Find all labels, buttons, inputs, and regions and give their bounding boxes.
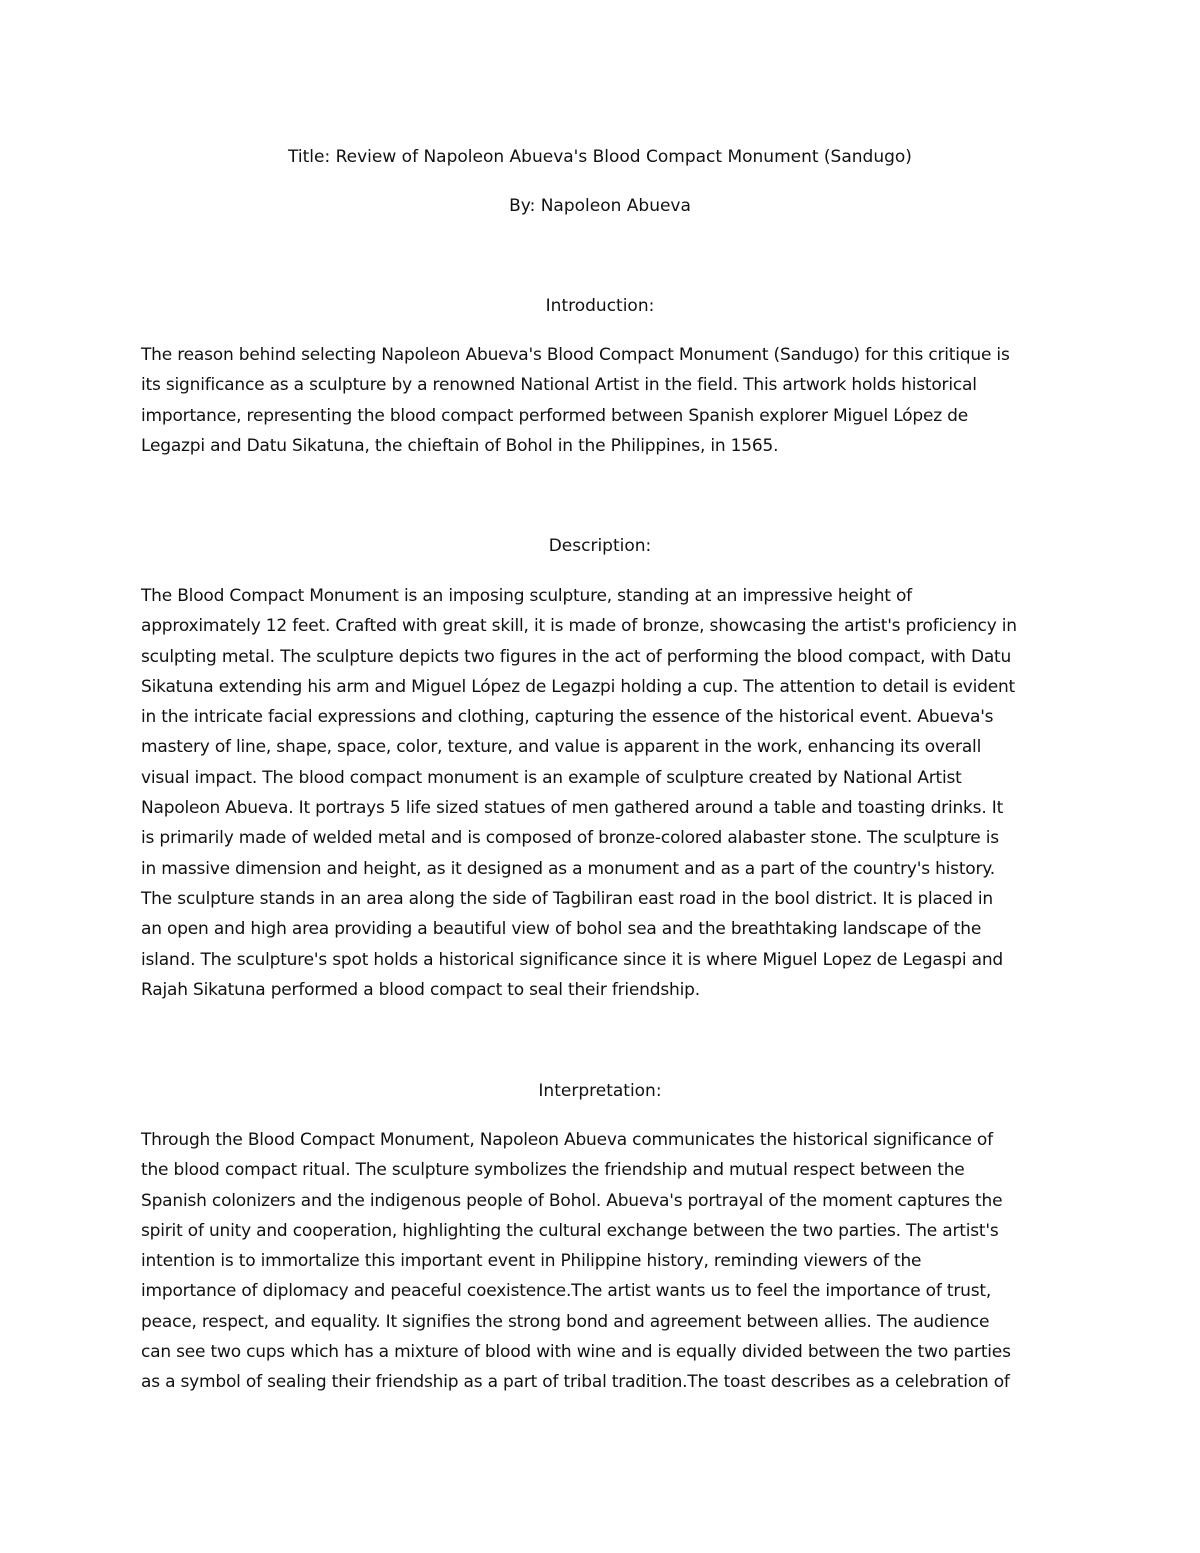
paragraph-line: can see two cups which has a mixture of blood with wine and is equally divided between the two parties bbox=[141, 1342, 1011, 1363]
section-heading-description: Description: bbox=[548, 536, 652, 556]
paragraph-line: Napoleon Abueva. It portrays 5 life sized statues of men gathered around a table and toasting drinks. It bbox=[141, 798, 1004, 819]
paragraph-line: Spanish colonizers and the indigenous people of Bohol. Abueva's portrayal of the moment captures the bbox=[141, 1190, 1003, 1211]
paragraph-line: mastery of line, shape, space, color, texture, and value is apparent in the work, enhancing its overall bbox=[141, 737, 982, 758]
paragraph-line: importance, representing the blood compact performed between Spanish explorer Miguel López de bbox=[141, 405, 968, 426]
paragraph-line: in massive dimension and height, as it designed as a monument and as a part of the country's history. bbox=[141, 858, 995, 879]
section-heading-introduction: Introduction: bbox=[545, 296, 655, 316]
paragraph-line: peace, respect, and equality. It signifies the strong bond and agreement between allies. The audience bbox=[141, 1311, 990, 1332]
paragraph-line: the blood compact ritual. The sculpture symbolizes the friendship and mutual respect between the bbox=[141, 1160, 965, 1181]
paragraph-line: Sikatuna extending his arm and Miguel López de Legazpi holding a cup. The attention to detail is evident bbox=[141, 676, 1016, 697]
paragraph-line: The sculpture stands in an area along the side of Tagbiliran east road in the bool district. It is placed in bbox=[141, 888, 993, 909]
paragraph-line: an open and high area providing a beautiful view of bohol sea and the breathtaking landscape of the bbox=[141, 919, 982, 940]
paragraph-line: sculpting metal. The sculpture depicts two figures in the act of performing the blood compact, with Datu bbox=[141, 646, 1012, 667]
document-title: Title: Review of Napoleon Abueva's Blood Compact Monument (Sandugo) bbox=[288, 147, 912, 167]
paragraph-line: its significance as a sculpture by a renowned National Artist in the field. This artwork holds historical bbox=[141, 375, 977, 396]
paragraph-line: Rajah Sikatuna performed a blood compact to seal their friendship. bbox=[141, 979, 700, 1000]
paragraph-line: spirit of unity and cooperation, highlighting the cultural exchange between the two parties. The artist's bbox=[141, 1220, 999, 1241]
paragraph-line: approximately 12 feet. Crafted with great skill, it is made of bronze, showcasing the artist's proficiency in bbox=[141, 616, 1017, 637]
introduction-paragraph bbox=[141, 340, 1071, 461]
description-paragraph bbox=[141, 581, 1071, 1005]
paragraph-line: is primarily made of welded metal and is composed of bronze-colored alabaster stone. The sculpture is bbox=[141, 828, 999, 849]
paragraph-line: Through the Blood Compact Monument, Napoleon Abueva communicates the historical significance of bbox=[141, 1130, 993, 1150]
document-byline: By: Napoleon Abueva bbox=[509, 196, 691, 216]
paragraph-line: Legazpi and Datu Sikatuna, the chieftain of Bohol in the Philippines, in 1565. bbox=[141, 435, 779, 456]
paragraph-line: island. The sculpture's spot holds a historical significance since it is where Miguel Lopez de Legaspi and bbox=[141, 949, 1003, 970]
paragraph-line: in the intricate facial expressions and clothing, capturing the essence of the historical event. Abueva's bbox=[141, 707, 994, 728]
paragraph-line: visual impact. The blood compact monument is an example of sculpture created by National Artist bbox=[141, 767, 962, 788]
section-heading-interpretation: Interpretation: bbox=[538, 1081, 662, 1101]
interpretation-paragraph bbox=[141, 1125, 1071, 1398]
paragraph-line: importance of diplomacy and peaceful coexistence.The artist wants us to feel the importance of trust, bbox=[141, 1281, 992, 1302]
paragraph-line: intention is to immortalize this important event in Philippine history, reminding viewers of the bbox=[141, 1251, 922, 1272]
paragraph-line: as a symbol of sealing their friendship as a part of tribal tradition.The toast describes as a celebration of bbox=[141, 1372, 1010, 1393]
paragraph-line: The reason behind selecting Napoleon Abueva's Blood Compact Monument (Sandugo) for this critique is bbox=[141, 345, 1010, 365]
paragraph-line: The Blood Compact Monument is an imposing sculpture, standing at an impressive height of bbox=[141, 586, 912, 606]
